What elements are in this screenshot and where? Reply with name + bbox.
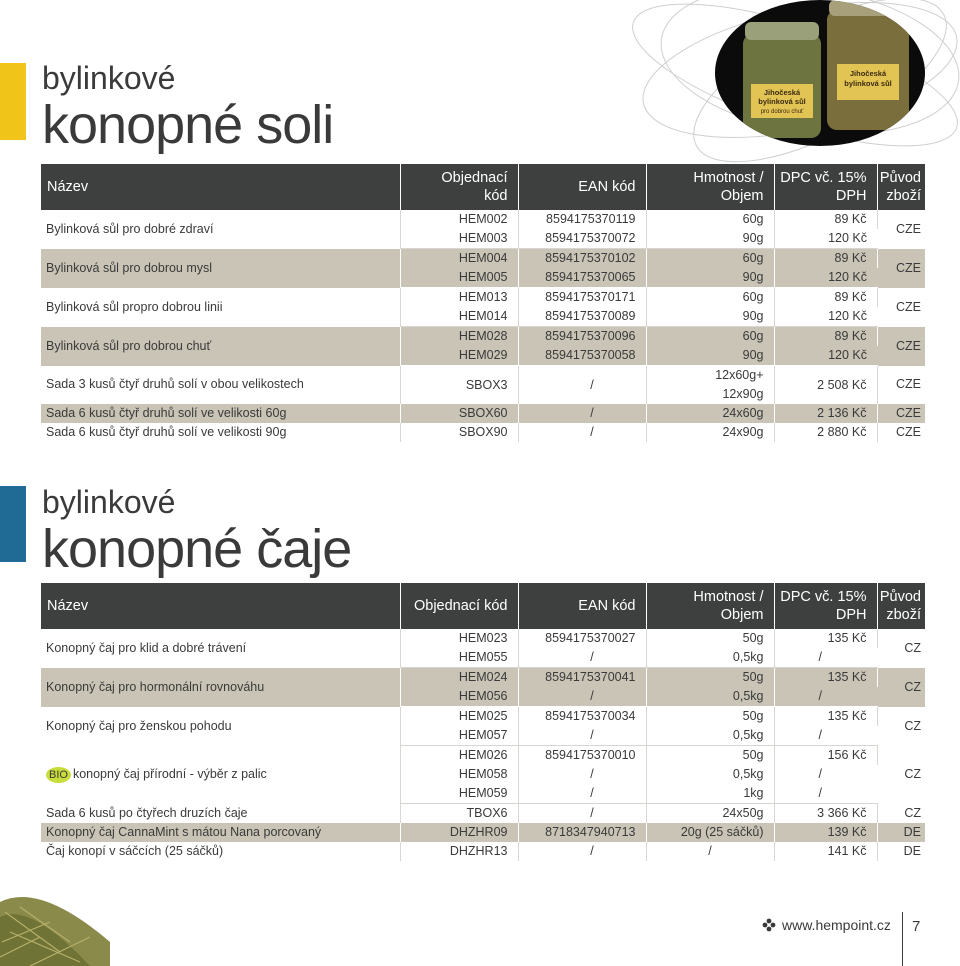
ean-code: 8594175370119 [518,210,646,229]
ean-code: / [518,804,646,824]
section-subtitle: bylinkové [42,60,176,96]
order-code: HEM014 [400,307,518,327]
product-name: Bylinková sůl propro dobrou linii [41,288,400,327]
weight: 24x60g [646,404,774,423]
table-row [41,842,925,861]
weight: 50g [646,707,774,727]
product-name: Bylinková sůl pro dobré zdraví [41,210,400,249]
col-header-order-code: Objednací kód [400,583,518,629]
price: 120 Kč [774,229,877,249]
order-code: HEM029 [400,346,518,366]
weight: 0,5kg [646,726,774,746]
weight: 0,5kg [646,648,774,668]
section-subtitle: bylinkové [42,484,176,520]
price: 120 Kč [774,346,877,366]
section-heading-salts [42,60,334,155]
col-header-weight: Hmotnost / Objem [646,164,774,210]
product-name: Sada 3 kusů čtyř druhů solí v obou velikostech [41,366,400,405]
order-code: SBOX90 [400,423,518,442]
order-code: TBOX6 [400,804,518,824]
weight: 60g [646,210,774,229]
footer-divider [902,912,903,966]
table-row [41,404,925,423]
order-code: HEM023 [400,629,518,648]
origin: CZE [896,377,921,392]
origin: CZE [877,249,925,288]
weight: 90g [646,229,774,249]
product-photo-jars [715,0,925,146]
product-name: Konopný čaj pro klid a dobré trávení [41,629,400,668]
ean-code: 8594175370065 [518,268,646,288]
price: 120 Kč [774,268,877,288]
price: 89 Kč [774,288,877,308]
price: / [774,648,877,668]
col-header-origin: Původ zboží [877,164,925,210]
product-name: Konopný čaj pro ženskou pohodu [41,707,400,746]
price: / [818,767,822,781]
weight: 24x50g [646,804,774,824]
price: / [774,687,877,707]
order-code: DHZHR09 [400,823,518,842]
product-name-text: konopný čaj přírodní - výběr z palic [72,767,267,781]
ean-code: / [518,687,646,707]
order-code: HEM003 [400,229,518,249]
hemp-flower-icon [762,918,776,932]
ean-code: / [518,842,646,861]
origin: DE [903,844,921,858]
origin: CZ [877,668,925,707]
ean-code: / [518,404,646,423]
product-name: Konopný čaj CannaMint s mátou Nana porcovaný [41,823,400,842]
col-header-ean: EAN kód [518,164,646,210]
jar-label-left-line2: bylinková sůl [758,97,806,106]
weight: 60g [646,249,774,269]
weight: / [646,842,774,861]
salts-price-table [41,164,925,442]
order-code: HEM024 [400,668,518,688]
ean-code: / [518,423,646,442]
order-code: HEM004 [400,249,518,269]
col-header-price: DPC vč. 15% DPH [774,583,877,629]
jar-label-right-line1: Jihočeská [849,69,887,78]
price: 2 508 Kč [774,366,877,405]
table-row [41,249,925,269]
table-row [41,327,925,347]
product-name: Konopný čaj pro hormonální rovnováhu [41,668,400,707]
order-code: HEM026 [400,746,518,766]
weight: 24x90g [646,423,774,442]
bio-badge: BIO [46,767,71,783]
ean-code: 8594175370034 [518,707,646,727]
order-code: HEM005 [400,268,518,288]
product-name: Sada 6 kusů po čtyřech druzích čaje [41,804,400,824]
table-row [41,707,925,727]
ean-code: 8718347940713 [518,823,646,842]
origin: DE [877,823,925,842]
section-heading-teas [42,484,352,579]
order-code: HEM028 [400,327,518,347]
price: 135 Kč [774,629,877,648]
product-name: Sada 6 kusů čtyř druhů solí ve velikosti 60g [41,404,400,423]
order-code: SBOX3 [400,366,518,405]
price: 141 Kč [774,842,877,861]
weight: 0,5kg [646,687,774,707]
origin: CZ [904,640,921,655]
col-header-order-code: Objednací kód [400,164,518,210]
weight: 50g [646,668,774,688]
price: / [774,784,877,804]
ean-code: / [518,765,646,784]
table-row [41,629,925,648]
order-code: HEM058 [400,765,518,784]
table-row [41,804,925,824]
table-row [41,823,925,842]
table-row [41,288,925,308]
origin: CZ [904,767,921,781]
ean-code: 8594175370089 [518,307,646,327]
weight: 0,5kg [646,765,774,784]
ean-code: / [518,648,646,668]
col-header-origin: Původ zboží [877,583,925,629]
origin: CZ [904,718,921,733]
order-code: HEM056 [400,687,518,707]
table-row [41,668,925,688]
ean-code: 8594175370027 [518,629,646,648]
teas-price-table [41,583,925,861]
order-code: HEM025 [400,707,518,727]
weight: 60g [646,327,774,347]
ean-code: 8594175370096 [518,327,646,347]
order-code: DHZHR13 [400,842,518,861]
jar-label-right-line2: bylinková sůl [844,79,892,88]
order-code: SBOX60 [400,404,518,423]
order-code: HEM002 [400,210,518,229]
product-name: Bylinková sůl pro dobrou mysl [41,249,400,288]
ean-code: / [518,366,646,405]
price: / [774,726,877,746]
col-header-price: DPC vč. 15% DPH [774,164,877,210]
origin: CZE [877,404,925,423]
product-name: Sada 6 kusů čtyř druhů solí ve velikosti 90g [41,423,400,442]
section-title: konopné soli [42,95,334,155]
product-name [41,746,400,804]
price: 89 Kč [774,210,877,229]
footer-url[interactable]: www.hempoint.cz [782,917,891,933]
price: 120 Kč [774,307,877,327]
price: 3 366 Kč [774,804,877,824]
weight: 12x60g+ 12x90g [646,366,774,405]
table-row [41,423,925,442]
origin: CZE [896,299,921,314]
table-row [41,210,925,229]
product-name: Čaj konopí v sáčcích (25 sáčků) [41,842,400,861]
weight: 90g [646,346,774,366]
ean-code: 8594175370072 [518,229,646,249]
order-code: HEM057 [400,726,518,746]
section-accent-bar-salts [0,63,26,140]
origin: CZE [877,327,925,366]
price: 156 Kč [774,746,877,766]
section-title: konopné čaje [42,519,352,579]
order-code: HEM013 [400,288,518,308]
ean-code: 8594175370171 [518,288,646,308]
ean-code: 8594175370102 [518,249,646,269]
origin: CZE [896,425,921,439]
table-row [41,366,925,405]
price: 2 136 Kč [774,404,877,423]
price: 135 Kč [774,707,877,727]
page-number: 7 [912,918,921,935]
jar-label-left-line1: Jihočeská [763,88,801,97]
ean-code: / [518,784,646,804]
order-code: HEM055 [400,648,518,668]
ean-code: 8594175370010 [518,746,646,766]
col-header-name: Název [41,164,400,210]
ean-code: 8594175370058 [518,346,646,366]
table-header-row [41,583,925,629]
price: 139 Kč [774,823,877,842]
product-photo-herbs [0,882,110,966]
order-code: HEM059 [400,784,518,804]
weight: 90g [646,268,774,288]
ean-code: 8594175370041 [518,668,646,688]
footer-website[interactable] [762,917,891,933]
col-header-name: Název [41,583,400,629]
jar-label-left-line3: pro dobrou chuť [760,109,804,115]
weight: 90g [646,307,774,327]
col-header-ean: EAN kód [518,583,646,629]
weight: 20g (25 sáčků) [646,823,774,842]
price: 89 Kč [774,327,877,347]
origin: CZ [904,805,921,820]
col-header-weight: Hmotnost / Objem [646,583,774,629]
table-row [41,746,925,766]
weight: 1kg [646,784,774,804]
price: 2 880 Kč [774,423,877,442]
ean-code: / [518,726,646,746]
price: 89 Kč [774,249,877,269]
table-header-row [41,164,925,210]
weight: 50g [646,629,774,648]
section-accent-bar-teas [0,486,26,562]
weight: 60g [646,288,774,308]
origin: CZE [896,221,921,236]
product-name: Bylinková sůl pro dobrou chuť [41,327,400,366]
weight: 50g [646,746,774,766]
price: 135 Kč [774,668,877,688]
